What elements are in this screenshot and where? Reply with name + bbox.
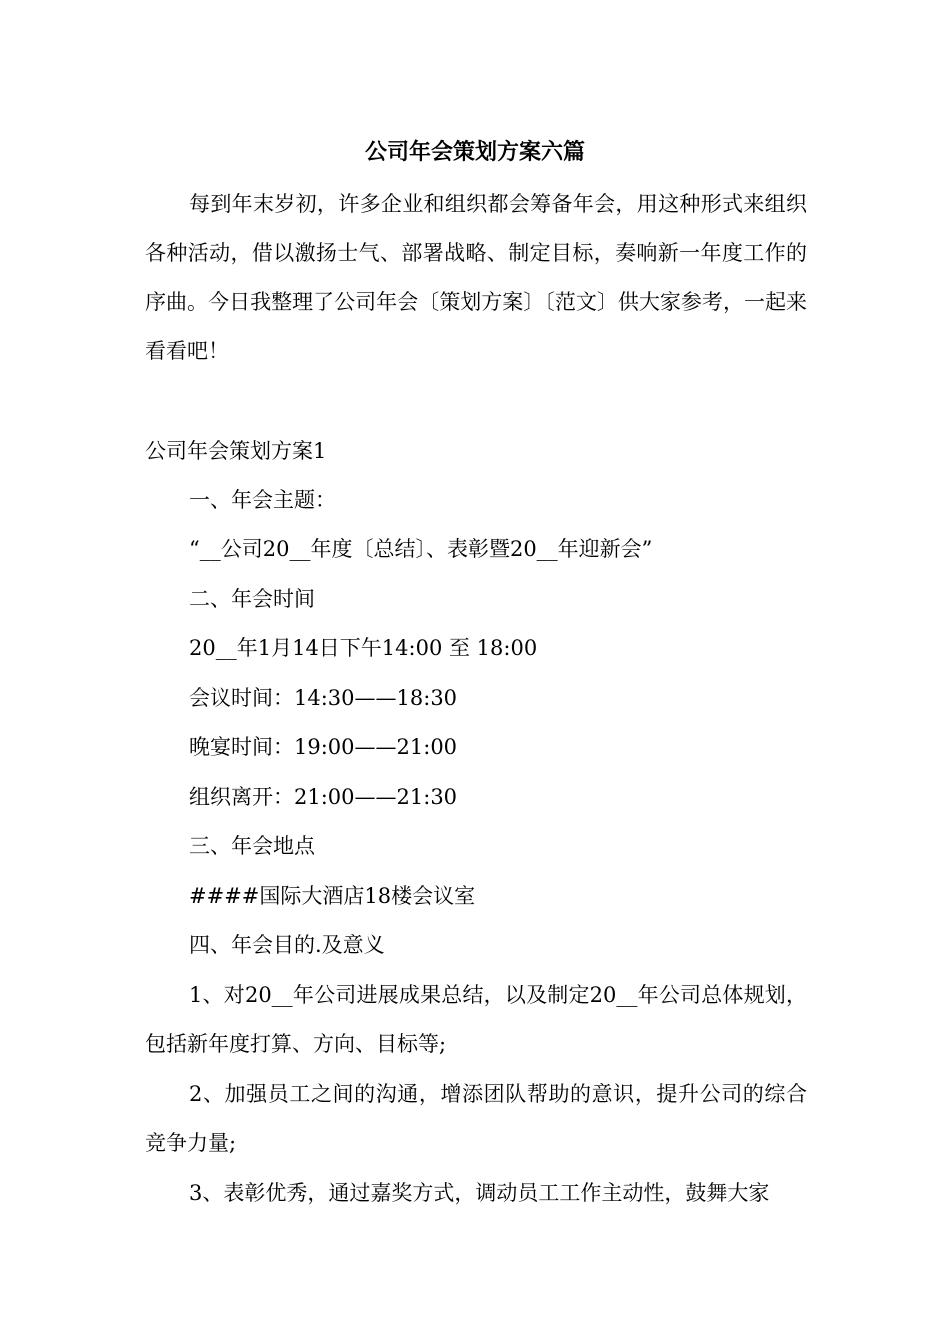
intro-paragraph: 每到年末岁初，许多企业和组织都会筹备年会，用这种形式来组织各种活动，借以激扬士气、部署战略、制定目标，奏响新一年度工作的序曲。今日我整理了公司年会〔策划方案〕〔范文〕供大家参考，一起来看看吧！ (145, 192, 807, 363)
purpose-item-2: 2、加强员工之间的沟通，增添团队帮助的意识，提升公司的综合竞争力量; (145, 1082, 807, 1155)
document-title: 公司年会策划方案六篇 (364, 139, 585, 165)
dinner-time: 晚宴时间：19:00——21:00 (189, 735, 458, 759)
purpose-heading: 四、年会目的.及意义 (189, 933, 385, 957)
purpose-item-3: 3、表彰优秀，通过嘉奖方式，调动员工工作主动性，鼓舞大家 (189, 1181, 770, 1205)
theme-heading: 一、年会主题： (189, 488, 336, 512)
purpose-item-1: 1、对20__年公司进展成果总结，以及制定20__年公司总体规划，包括新年度打算、方向、目标等; (145, 983, 807, 1056)
theme-text: “__公司20__年度〔总结〕、表彰暨20__年迎新会” (189, 537, 653, 561)
time-heading: 二、年会时间 (189, 587, 315, 611)
venue-heading: 三、年会地点 (189, 834, 315, 858)
meeting-time: 会议时间：14:30——18:30 (189, 686, 458, 710)
leave-time: 组织离开：21:00——21:30 (189, 785, 458, 809)
time-text: 20__年1月14日下午14:00 至 18:00 (189, 636, 538, 660)
plan-1-heading: 公司年会策划方案1 (145, 439, 327, 463)
venue-text: ####国际大酒店18楼会议室 (189, 884, 476, 908)
